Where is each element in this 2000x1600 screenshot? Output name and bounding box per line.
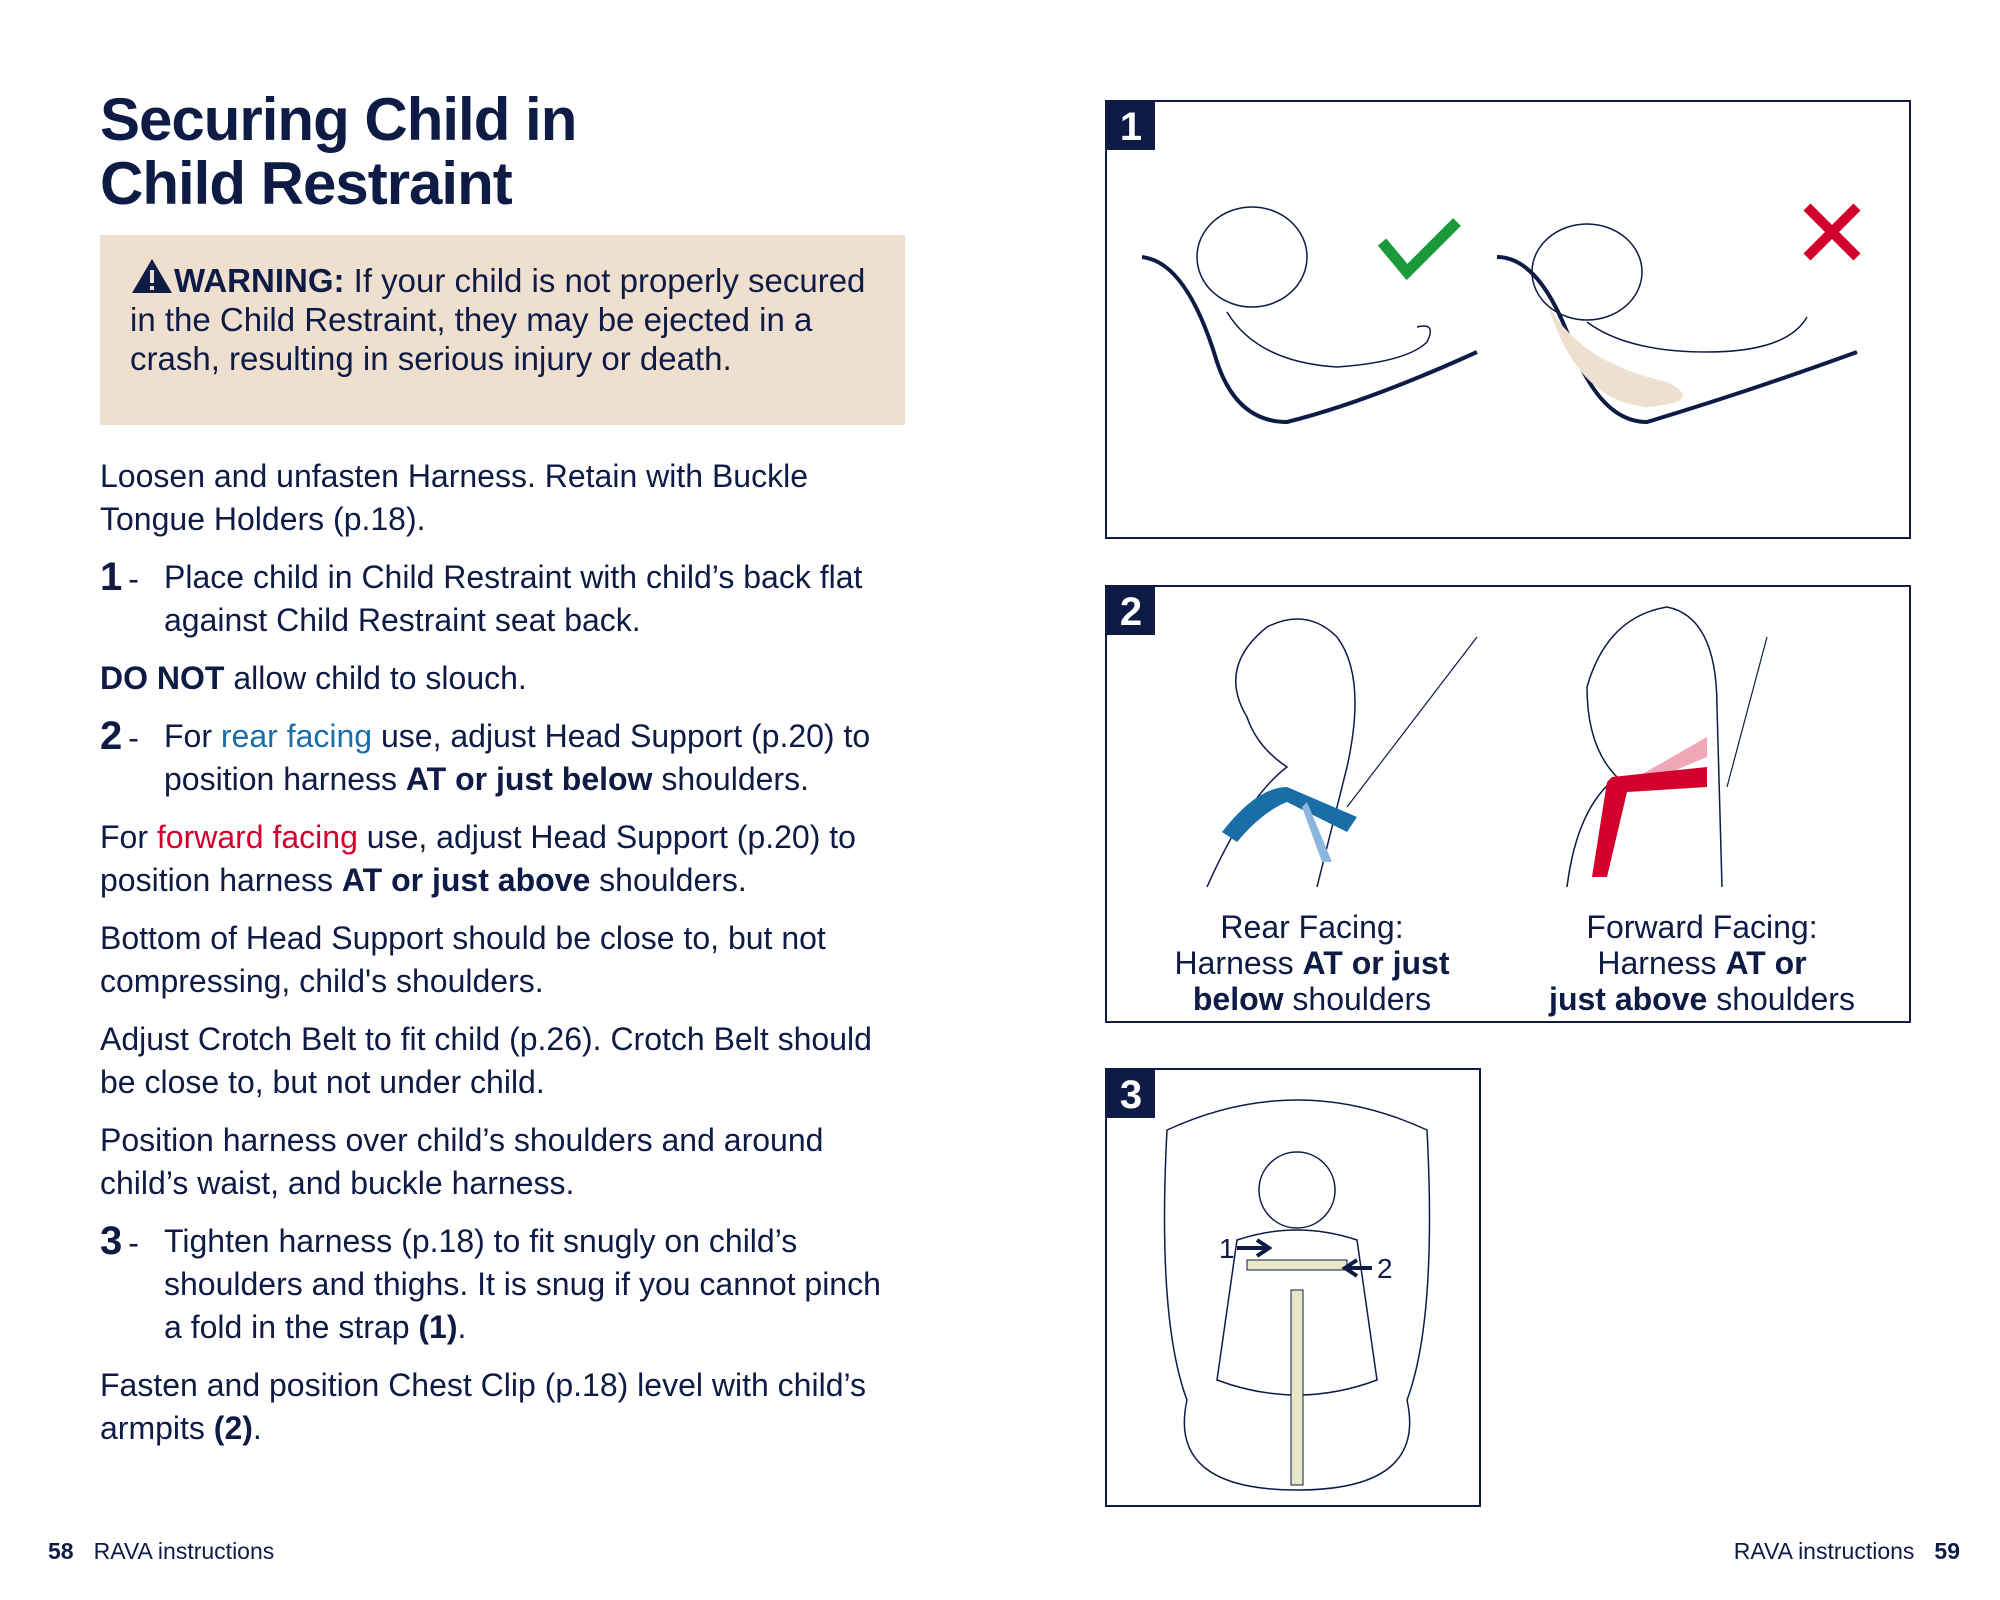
position-harness-text: Position harness over child’s shoulders and around child’s waist, and buckle harness.	[100, 1122, 824, 1201]
title-line-2: Child Restraint	[100, 150, 512, 217]
step-number: 2	[100, 714, 123, 758]
step-dash: -	[128, 720, 139, 756]
arrow-right-icon	[1237, 1240, 1269, 1256]
do-not: DO NOT	[100, 660, 225, 696]
t: shoulders	[1707, 981, 1855, 1017]
warning-box	[100, 235, 905, 425]
t: Forward Facing:	[1586, 909, 1818, 945]
t: shoulders.	[590, 862, 747, 898]
step-text: Place child in Child Restraint with child’s back flat against Child Restraint seat back.	[164, 559, 863, 638]
rear-facing-caption	[1147, 909, 1477, 1017]
forward-facing-caption	[1507, 909, 1897, 1017]
warning-label: WARNING:	[174, 262, 345, 299]
arrow-label-1: 1	[1219, 1233, 1235, 1264]
step-text	[164, 715, 900, 801]
step-3	[100, 1220, 900, 1364]
footer-right	[1734, 1538, 1980, 1565]
step-dash: -	[128, 561, 139, 597]
t: AT or	[1725, 945, 1807, 981]
t: shoulders.	[652, 761, 809, 797]
step-number: 3	[100, 1219, 123, 1263]
title-line-1: Securing Child in	[100, 86, 577, 153]
t: AT or just	[1302, 945, 1450, 981]
t: use, adjust Head Support (p.20) to position harness	[164, 718, 871, 797]
t: (1)	[418, 1309, 458, 1345]
step-text	[164, 1220, 900, 1349]
figure-3-harness-snug	[1105, 1068, 1481, 1507]
step-1	[100, 556, 900, 657]
warning-text: If your child is not properly secured in the Child Restraint, they may be ejected in a crash, resulting in serious injury or death.	[130, 262, 866, 377]
footer-left	[28, 1538, 274, 1565]
t: below	[1192, 981, 1284, 1017]
figure-number: 1	[1107, 102, 1155, 150]
t: Harness	[1597, 945, 1726, 981]
t: Tighten harness (p.18) to fit snugly on child’s shoulders and thighs. It is snug if you cannot pinch a fold in the strap	[164, 1223, 881, 1345]
figure-2-harness-height	[1105, 585, 1911, 1023]
t: Fasten and position Chest Clip (p.18) level with child’s armpits	[100, 1367, 867, 1446]
child-seat-illustration	[1107, 1070, 1483, 1509]
t: (2)	[213, 1410, 253, 1446]
arrow-label-2: 2	[1377, 1253, 1393, 1284]
crotch-belt-text: Adjust Crotch Belt to fit child (p.26). Crotch Belt should be close to, but not under child.	[100, 1021, 872, 1100]
step-dash: -	[128, 1225, 139, 1261]
figure-1-slouch	[1105, 100, 1911, 539]
check-icon	[1382, 222, 1457, 272]
step-1-note	[100, 657, 900, 700]
arrow-left-icon	[1345, 1260, 1372, 1276]
t: AT or just above	[341, 862, 591, 898]
t: Harness	[1174, 945, 1303, 981]
t: .	[252, 1410, 262, 1446]
intro-text: Loosen and unfasten Harness. Retain with Buckle Tongue Holders (p.18).	[100, 458, 808, 537]
rear-facing-text: rear facing	[220, 718, 373, 754]
figure-number: 3	[1107, 1070, 1155, 1118]
t: AT or just below	[405, 761, 653, 797]
head-support-text: Bottom of Head Support should be close to, but not compressing, child's shoulders.	[100, 920, 826, 999]
t: Rear Facing:	[1220, 909, 1404, 945]
t: use, adjust Head Support (p.20) to position harness	[100, 819, 856, 898]
footer-text: RAVA instructions	[93, 1538, 275, 1564]
forward-facing-text: forward facing	[156, 819, 358, 855]
page-number: 59	[1934, 1538, 1960, 1564]
t: For	[100, 819, 157, 855]
step-number: 1	[100, 555, 123, 599]
slouch-illustration	[1107, 102, 1913, 541]
t: .	[457, 1309, 467, 1345]
instructions	[100, 455, 900, 1465]
warning-triangle-icon	[130, 262, 174, 299]
step-2	[100, 715, 900, 816]
step-2-forward	[100, 816, 900, 902]
t: just above	[1549, 981, 1708, 1017]
step-3-chest-clip	[100, 1364, 900, 1450]
t: For	[164, 718, 221, 754]
note-text: allow child to slouch.	[224, 660, 527, 696]
x-icon	[1807, 207, 1857, 257]
figure-number: 2	[1107, 587, 1155, 635]
footer-text: RAVA instructions	[1733, 1538, 1915, 1564]
page-title	[100, 88, 576, 216]
page-number: 58	[48, 1538, 74, 1564]
t: shoulders	[1283, 981, 1432, 1017]
